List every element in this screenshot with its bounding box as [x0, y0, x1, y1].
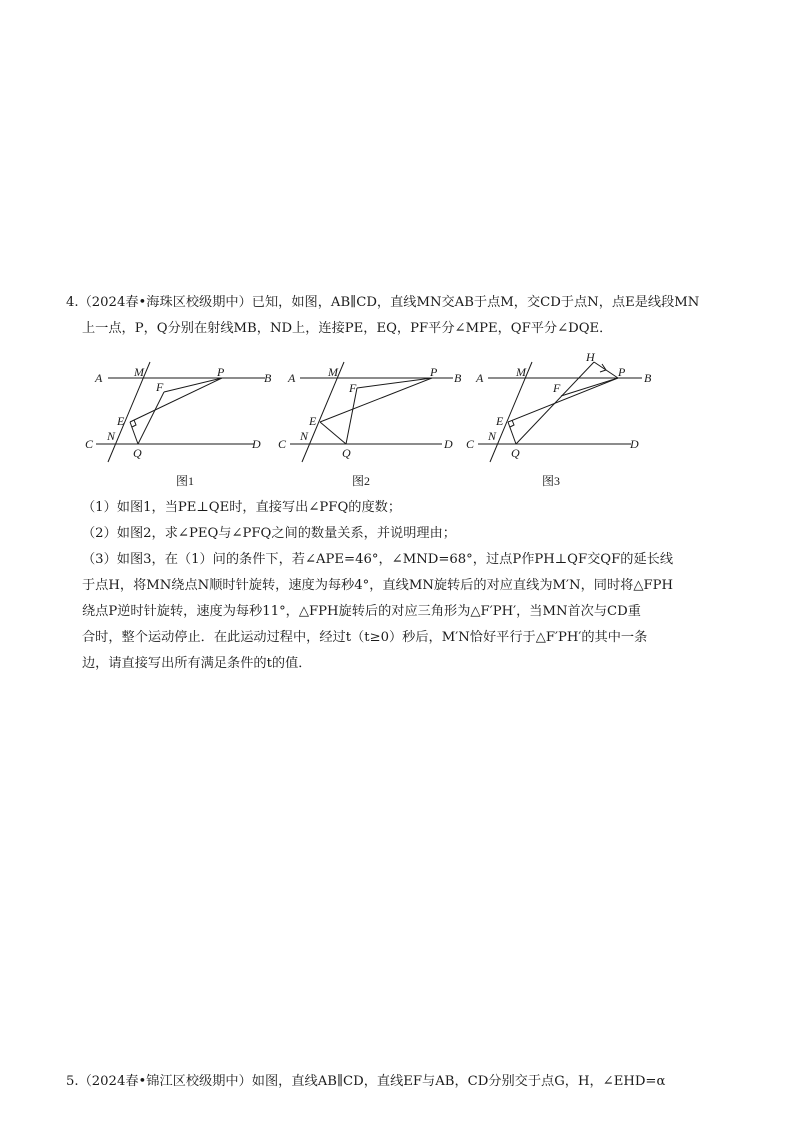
fig1-label-m: M — [134, 365, 144, 379]
fig2-seg-fp — [357, 378, 432, 388]
fig2-label-d: D — [444, 437, 453, 451]
fig1-label-n: N — [107, 429, 116, 443]
problem4-q3-line-3: 绕点P逆时针旋转，速度为每秒11°，△FPH旋转后的对应三角形为△F′PH′，当MN首次与CD重 — [82, 604, 641, 619]
fig2-label-a: A — [288, 371, 296, 385]
fig3-seg-eq — [508, 422, 516, 444]
fig2-label-m: M — [328, 365, 338, 379]
fig1-label-d: D — [252, 437, 261, 451]
fig3-label-n: N — [488, 429, 497, 443]
fig2-label-f: F — [349, 381, 357, 395]
fig3-label-q: Q — [511, 446, 520, 460]
fig2-label-n: N — [300, 429, 309, 443]
problem4-q3-line-2: 于点H，将MN绕点N顺时针旋转，速度为每秒4°，直线MN旋转后的对应直线为M′N，同时将△FPH — [82, 578, 673, 593]
fig3-seg-qh — [516, 362, 594, 444]
figures-svg — [80, 350, 680, 492]
fig3-seg-ep — [508, 378, 618, 422]
fig3-label-m: M — [516, 365, 526, 379]
fig2-label-p: P — [430, 365, 438, 379]
figures — [80, 350, 680, 496]
fig1-seg-fq — [138, 392, 164, 444]
fig1-label-q: Q — [133, 446, 142, 460]
problem4-q2: （2）如图2，求∠PEQ与∠PFQ之间的数量关系，并说明理由； — [82, 526, 456, 541]
fig2-label-b: B — [454, 371, 462, 385]
fig1-seg-fp — [164, 378, 222, 392]
fig2-caption: 图2 — [352, 474, 371, 488]
problem5-line-1: 5.（2024春•锦江区校级期中）如图，直线AB∥CD，直线EF与AB，CD分别交于点G，H，∠EHD=α — [66, 1074, 666, 1089]
fig3-label-f: F — [553, 381, 561, 395]
fig3-label-d: D — [630, 437, 639, 451]
fig3-label-a: A — [476, 371, 484, 385]
fig2-seg-fq — [346, 388, 357, 444]
fig2-label-q: Q — [342, 446, 351, 460]
problem4-q3-line-4: 合时，整个运动停止．在此运动过程中，经过t（t≥0）秒后，M′N恰好平行于△F′PH′的其中一条 — [82, 630, 648, 645]
fig2-label-e: E — [309, 414, 317, 428]
figure-1 — [96, 362, 265, 462]
fig1-label-c: C — [85, 437, 94, 451]
figure-2 — [290, 362, 453, 462]
problem4-q1: （1）如图1，当PE⊥QE时，直接写出∠PFQ的度数； — [82, 500, 402, 515]
problem4-line-2: 上一点，P，Q分别在射线MB，ND上，连接PE，EQ，PF平分∠MPE，QF平分∠DQE． — [82, 321, 613, 336]
fig1-label-b: B — [264, 371, 272, 385]
fig2-label-c: C — [278, 437, 287, 451]
fig1-label-e: E — [117, 414, 125, 428]
fig1-caption: 图1 — [176, 474, 195, 488]
fig2-seg-ep — [320, 378, 432, 422]
fig3-label-e: E — [496, 414, 504, 428]
fig1-label-a: A — [95, 371, 103, 385]
problem4-q3-line-1: （3）如图3，在（1）问的条件下，若∠APE=46°，∠MND=68°，过点P作PH⊥QF交QF的延长线 — [82, 552, 674, 567]
fig1-label-p: P — [217, 365, 225, 379]
fig2-seg-eq — [320, 422, 346, 444]
fig3-label-h: H — [586, 350, 595, 364]
fig1-seg-ep — [130, 378, 222, 422]
fig3-label-b: B — [644, 371, 652, 385]
fig3-label-p: P — [618, 365, 626, 379]
problem4-q3-line-5: 边，请直接写出所有满足条件的t的值． — [82, 656, 312, 671]
fig3-caption: 图3 — [542, 474, 561, 488]
problem4-line-1: 4.（2024春•海珠区校级期中）已知，如图，AB∥CD，直线MN交AB于点M，交CD于点N，点E是线段MN — [66, 295, 700, 310]
fig1-seg-eq — [130, 422, 138, 444]
fig3-label-c: C — [466, 437, 475, 451]
fig1-label-f: F — [156, 380, 164, 394]
